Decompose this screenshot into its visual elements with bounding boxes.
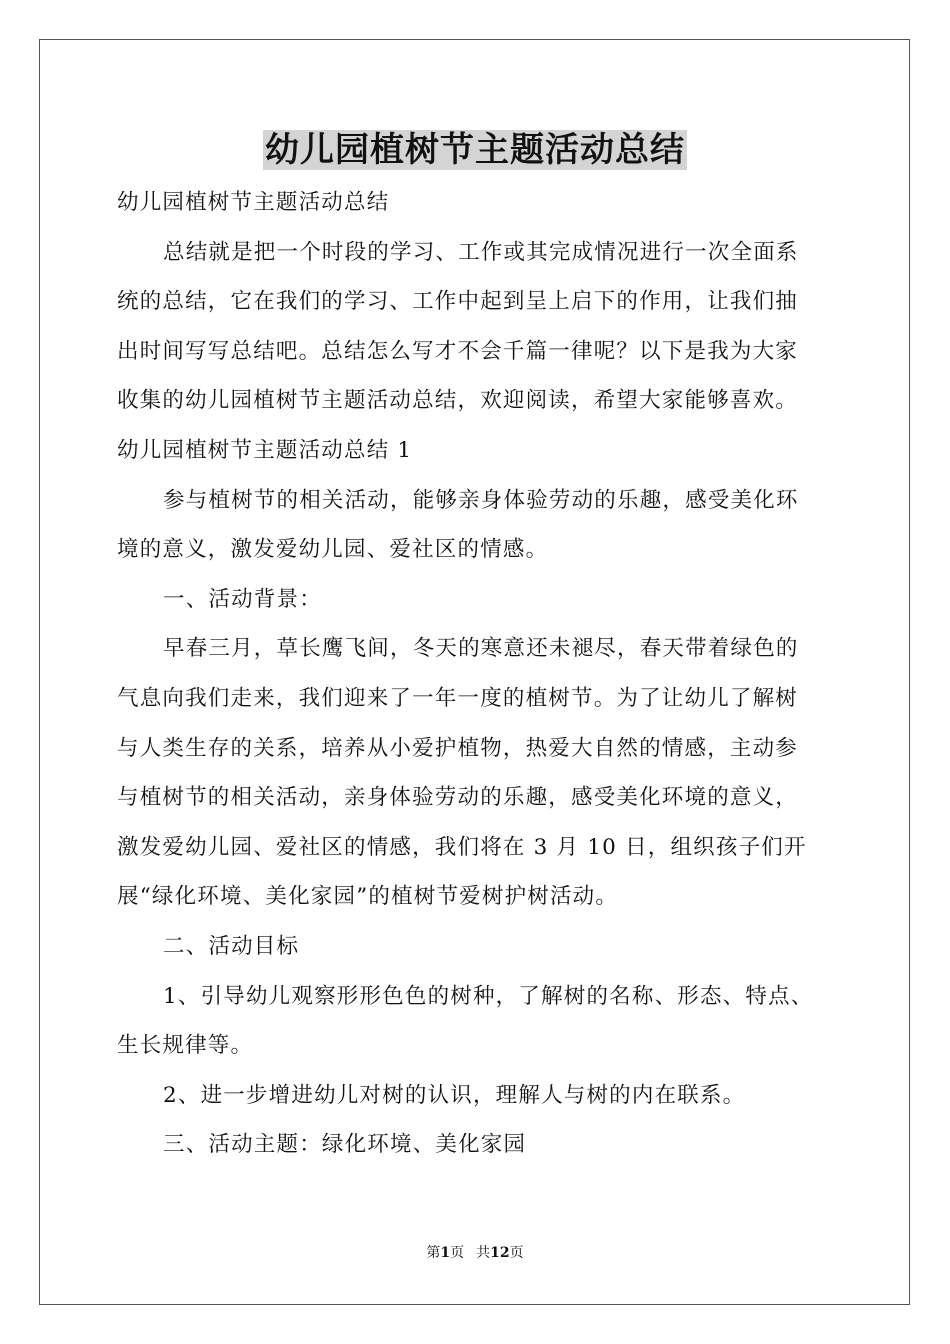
body-line: 2、进一步增进幼儿对树的认识，理解人与树的内在联系。 [163,1082,746,1108]
body-line: 出时间写写总结吧。总结怎么写才不会千篇一律呢？以下是我为大家 [117,338,799,364]
body-line: 与人类生存的关系，培养从小爱护植物，热爱大自然的情感，主动参 [117,735,799,761]
section-heading: 一、活动背景： [163,586,322,612]
body-line: 早春三月，草长鹰飞间，冬天的寒意还未褪尽，春天带着绿色的 [163,636,799,662]
footer-page-number: 1 [440,1245,451,1261]
footer-page-prefix: 第 [426,1245,441,1261]
body-line: 境的意义，激发爱幼儿园、爱社区的情感。 [117,537,549,563]
section-heading: 三、活动主题：绿化环境、美化家园 [163,1132,527,1158]
body-line: 气息向我们走来，我们迎来了一年一度的植树节。为了让幼儿了解树 [117,685,799,711]
body-line: 激发爱幼儿园、爱社区的情感，我们将在 3 月 10 日，组织孩子们开 [117,834,807,860]
document-title-text: 幼儿园植树节主题活动总结 [265,130,685,170]
body-line: 生长规律等。 [117,1033,254,1059]
body-line: 收集的幼儿园植树节主题活动总结，欢迎阅读，希望大家能够喜欢。 [117,388,799,414]
body-line: 1、引导幼儿观察形形色色的树种，了解树的名称、形态、特点、 [163,983,814,1009]
body-line: 幼儿园植树节主题活动总结 [117,190,390,215]
body-line: 统的总结，它在我们的学习、工作中起到呈上启下的作用，让我们抽 [117,289,799,315]
page-footer [0,1243,950,1263]
document-body [117,178,837,1170]
footer-total-pages: 12 [490,1245,510,1261]
body-line: 展“绿化环境、美化家园”的植树节爱树护树活动。 [117,884,619,910]
document-title [0,128,950,172]
footer-total-prefix: 共 [476,1245,491,1261]
body-line: 与植树节的相关活动，亲身体验劳动的乐趣，感受美化环境的意义， [117,785,799,811]
body-line: 参与植树节的相关活动，能够亲身体验劳动的乐趣，感受美化环 [163,487,799,513]
footer-total-suffix: 页 [509,1245,524,1261]
footer-page-suffix: 页 [450,1245,465,1261]
body-line: 总结就是把一个时段的学习、工作或其完成情况进行一次全面系 [163,239,799,265]
body-line: 幼儿园植树节主题活动总结 1 [117,437,413,463]
section-heading: 二、活动目标 [163,933,300,959]
